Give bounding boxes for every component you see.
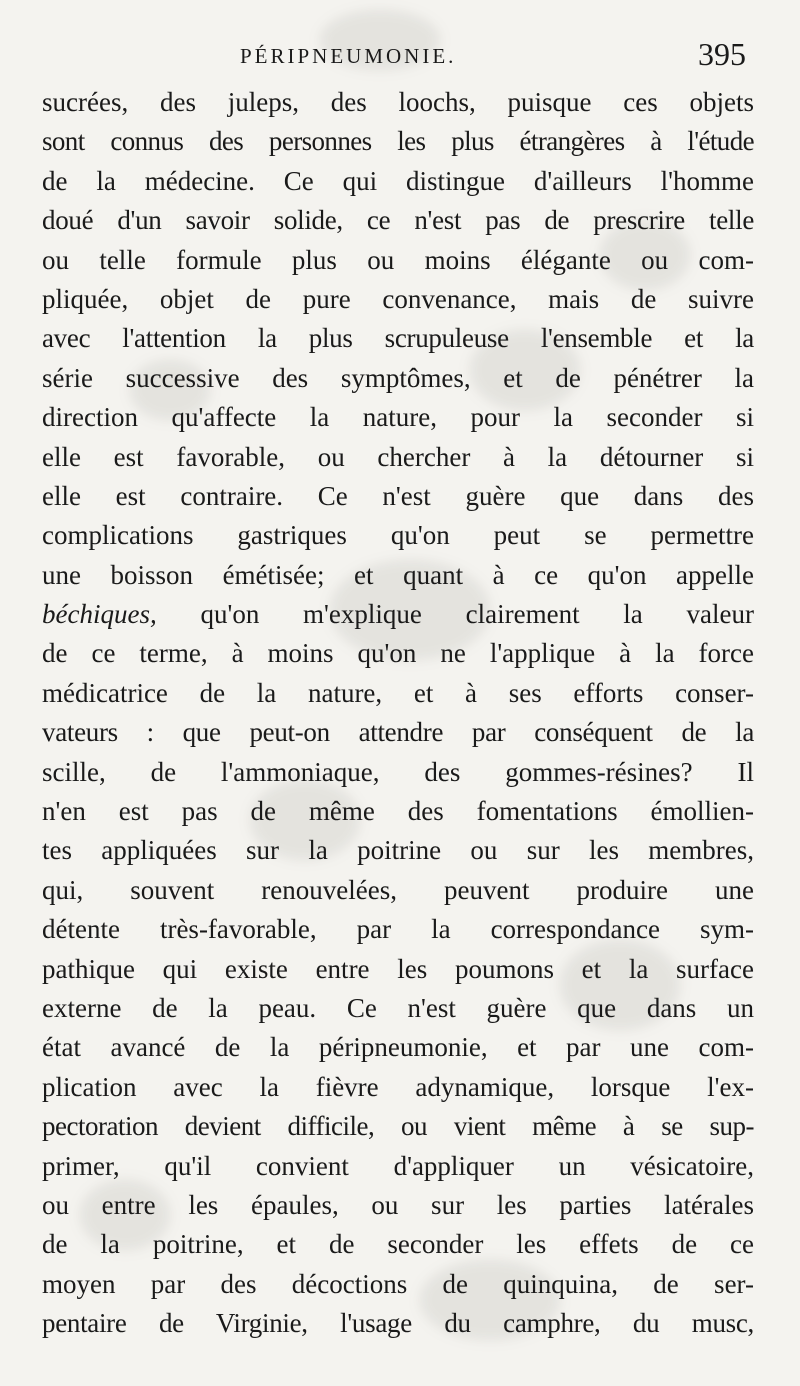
page-number: 395 — [698, 36, 746, 72]
text-line: pectoration devient difficile, ou vient même à se sup- — [42, 1111, 754, 1142]
text-line: tes appliquées sur la poitrine ou sur les membres, — [42, 835, 754, 866]
text-line: scille, de l'ammoniaque, des gommes-résines? Il — [42, 756, 754, 787]
text-line: détente très-favorable, par la correspondance sym- — [42, 914, 754, 945]
text-line: plication avec la fièvre adynamique, lorsque l'ex- — [42, 1071, 754, 1102]
text-line: de la médecine. Ce qui distingue d'ailleurs l'homme — [42, 165, 754, 196]
text-line: doué d'un savoir solide, ce n'est pas de prescrire telle — [42, 205, 754, 236]
text-line: moyen par des décoctions de quinquina, de ser- — [42, 1268, 754, 1299]
text-line: état avancé de la péripneumonie, et par une com- — [42, 1032, 754, 1063]
text-line: avec l'attention la plus scrupuleuse l'ensemble et la — [42, 323, 754, 354]
text-line: vateurs : que peut-on attendre par conséquent de la — [42, 717, 754, 748]
text-line: externe de la peau. Ce n'est guère que dans un — [42, 992, 754, 1023]
text-line: de ce terme, à moins qu'on ne l'applique à la force — [42, 638, 754, 669]
text-line: de la poitrine, et de seconder les effets de ce — [42, 1229, 754, 1260]
text-line-rest: qu'on m'explique clairement la valeur — [156, 599, 754, 630]
text-line: sucrées, des juleps, des loochs, puisque ces objets — [42, 87, 754, 117]
text-line: n'en est pas de même des fomentations émollien- — [42, 796, 754, 827]
text-line: pathique qui existe entre les poumons et la surface — [42, 953, 754, 984]
text-line: primer, qu'il convient d'appliquer un vésicatoire, — [42, 1150, 754, 1181]
text-line: elle est contraire. Ce n'est guère que dans des — [42, 480, 754, 511]
text-line: pentaire de Virginie, l'usage du camphre, du musc, — [42, 1308, 754, 1339]
body-text — [42, 83, 754, 1344]
text-line: complications gastriques qu'on peut se permettre — [42, 520, 754, 551]
text-line: pliquée, objet de pure convenance, mais de suivre — [42, 283, 754, 314]
text-line: ou telle formule plus ou moins élégante ou com- — [42, 244, 754, 275]
text-line: qui, souvent renouvelées, peuvent produire une — [42, 874, 754, 905]
italic-term: béchiques, — [42, 599, 157, 630]
text-line: médicatrice de la nature, et à ses efforts conser- — [42, 677, 754, 708]
text-line: série successive des symptômes, et de pénétrer la — [42, 362, 754, 393]
text-line: une boisson émétisée; et quant à ce qu'on appelle — [42, 559, 754, 590]
text-line: ou entre les épaules, ou sur les parties latérales — [42, 1189, 754, 1220]
text-line: sont connus des personnes les plus étrangères à l'étude — [42, 126, 754, 157]
text-line: elle est favorable, ou chercher à la détourner si — [42, 441, 754, 472]
text-line-with-italic — [42, 595, 754, 634]
running-head: PÉRIPNEUMONIE. — [240, 44, 457, 68]
text-line: direction qu'affecte la nature, pour la seconder si — [42, 402, 754, 433]
